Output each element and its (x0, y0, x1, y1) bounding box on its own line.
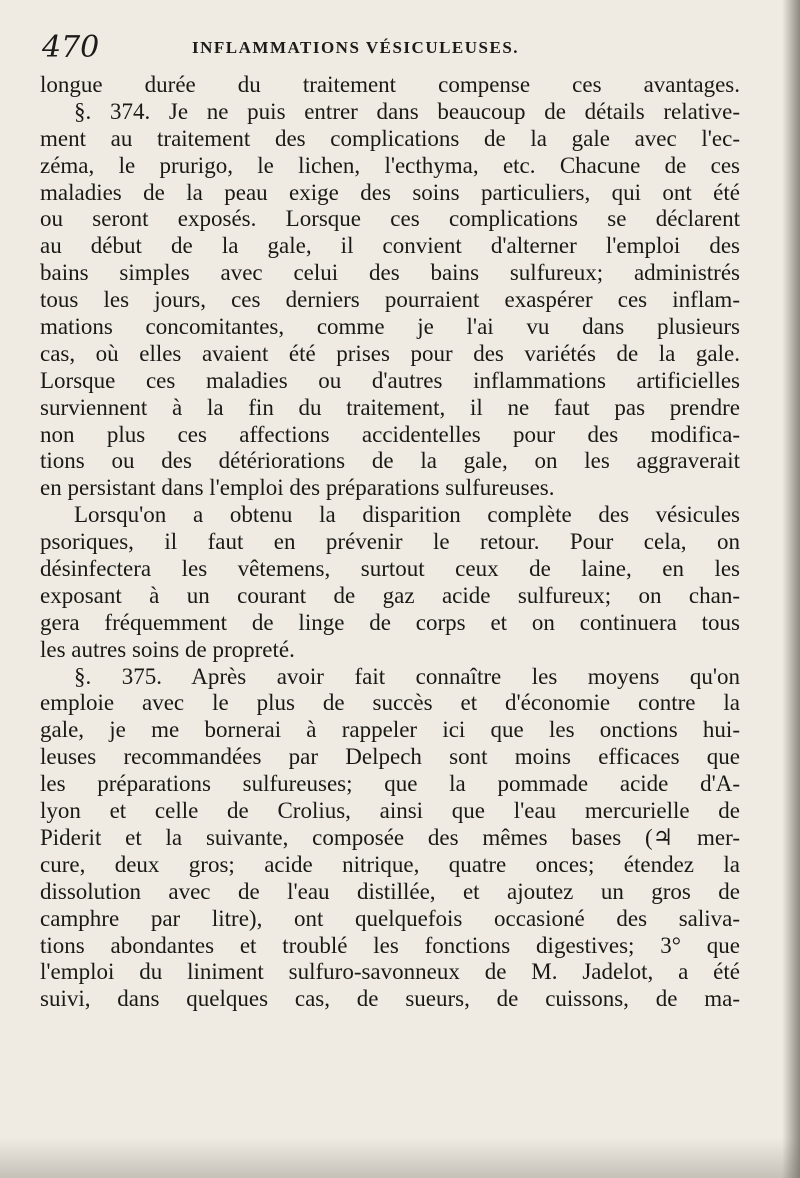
text-line: gale, je me bornerai à rappeler ici que les onctions hui- (40, 717, 740, 743)
text-line: maladies de la peau exige des soins particuliers, qui ont été (40, 179, 740, 205)
text-line: les préparations sulfureuses; que la pommade acide d'A- (40, 771, 740, 797)
text-line: bains simples avec celui des bains sulfureux; administrés (40, 260, 740, 286)
page-number: 470 (42, 30, 100, 65)
text-line: lyon et celle de Crolius, ainsi que l'eau mercurielle de (40, 798, 740, 824)
text-line: longue durée du traitement compense ces avantages. (40, 72, 740, 97)
text-line: cas, où elles avaient été prises pour des variétés de la gale. (40, 340, 740, 366)
text-line: Lorsque ces maladies ou d'autres inflammations artificielles (40, 367, 740, 393)
text-line: ou seront exposés. Lorsque ces complications se déclarent (40, 206, 740, 232)
text-line: tions abondantes et troublé les fonctions digestives; 3° que (40, 932, 740, 958)
text-line: zéma, le prurigo, le lichen, l'ecthyma, etc. Chacune de ces (40, 152, 740, 178)
text-line: suivi, dans quelques cas, de sueurs, de cuissons, de ma- (40, 986, 740, 1012)
text-line: §. 374. Je ne puis entrer dans beaucoup de détails relative- (74, 98, 740, 124)
text-line: emploie avec le plus de succès et d'économie contre la (40, 690, 740, 716)
text-line: exposant à un courant de gaz acide sulfureux; on chan- (40, 582, 740, 608)
text-line: ment au traitement des complications de la gale avec l'ec- (40, 125, 740, 151)
text-line: tions ou des détériorations de la gale, on les aggraverait (40, 448, 740, 474)
text-line: psoriques, il faut en prévenir le retour. Pour cela, on (40, 529, 740, 555)
text-line: Piderit et la suivante, composée des mêmes bases (♃ mer- (40, 824, 740, 850)
body-text (40, 72, 740, 1013)
text-line: l'emploi du liniment sulfuro-savonneux de M. Jadelot, a été (40, 959, 740, 985)
text-line: les autres soins de propreté. (40, 636, 295, 662)
text-line: cure, deux gros; acide nitrique, quatre onces; étendez la (40, 851, 740, 877)
text-line: au début de la gale, il convient d'alterner l'emploi des (40, 233, 740, 259)
text-line: Lorsqu'on a obtenu la disparition complète des vésicules (74, 502, 740, 528)
page-edge-shadow (782, 0, 800, 1178)
page-bottom-shadow (0, 1138, 800, 1178)
text-line: mations concomitantes, comme je l'ai vu dans plusieurs (40, 314, 740, 340)
text-line: en persistant dans l'emploi des préparations sulfureuses. (40, 475, 555, 501)
running-title: INFLAMMATIONS VÉSICULEUSES. (192, 38, 520, 57)
text-line: camphre par litre), ont quelquefois occasioné des saliva- (40, 905, 740, 931)
text-line: dissolution avec de l'eau distillée, et ajoutez un gros de (40, 878, 740, 904)
text-line: non plus ces affections accidentelles pour des modifica- (40, 421, 740, 447)
text-line: leuses recommandées par Delpech sont moins efficaces que (40, 744, 740, 770)
page-header (40, 30, 730, 70)
text-line: désinfectera les vêtemens, surtout ceux de laine, en les (40, 556, 740, 582)
text-line: §. 375. Après avoir fait connaître les moyens qu'on (74, 663, 740, 689)
text-line: surviennent à la fin du traitement, il ne faut pas prendre (40, 394, 740, 420)
text-line: tous les jours, ces derniers pourraient exaspérer ces inflam- (40, 287, 740, 313)
text-line: gera fréquemment de linge de corps et on continuera tous (40, 609, 740, 635)
